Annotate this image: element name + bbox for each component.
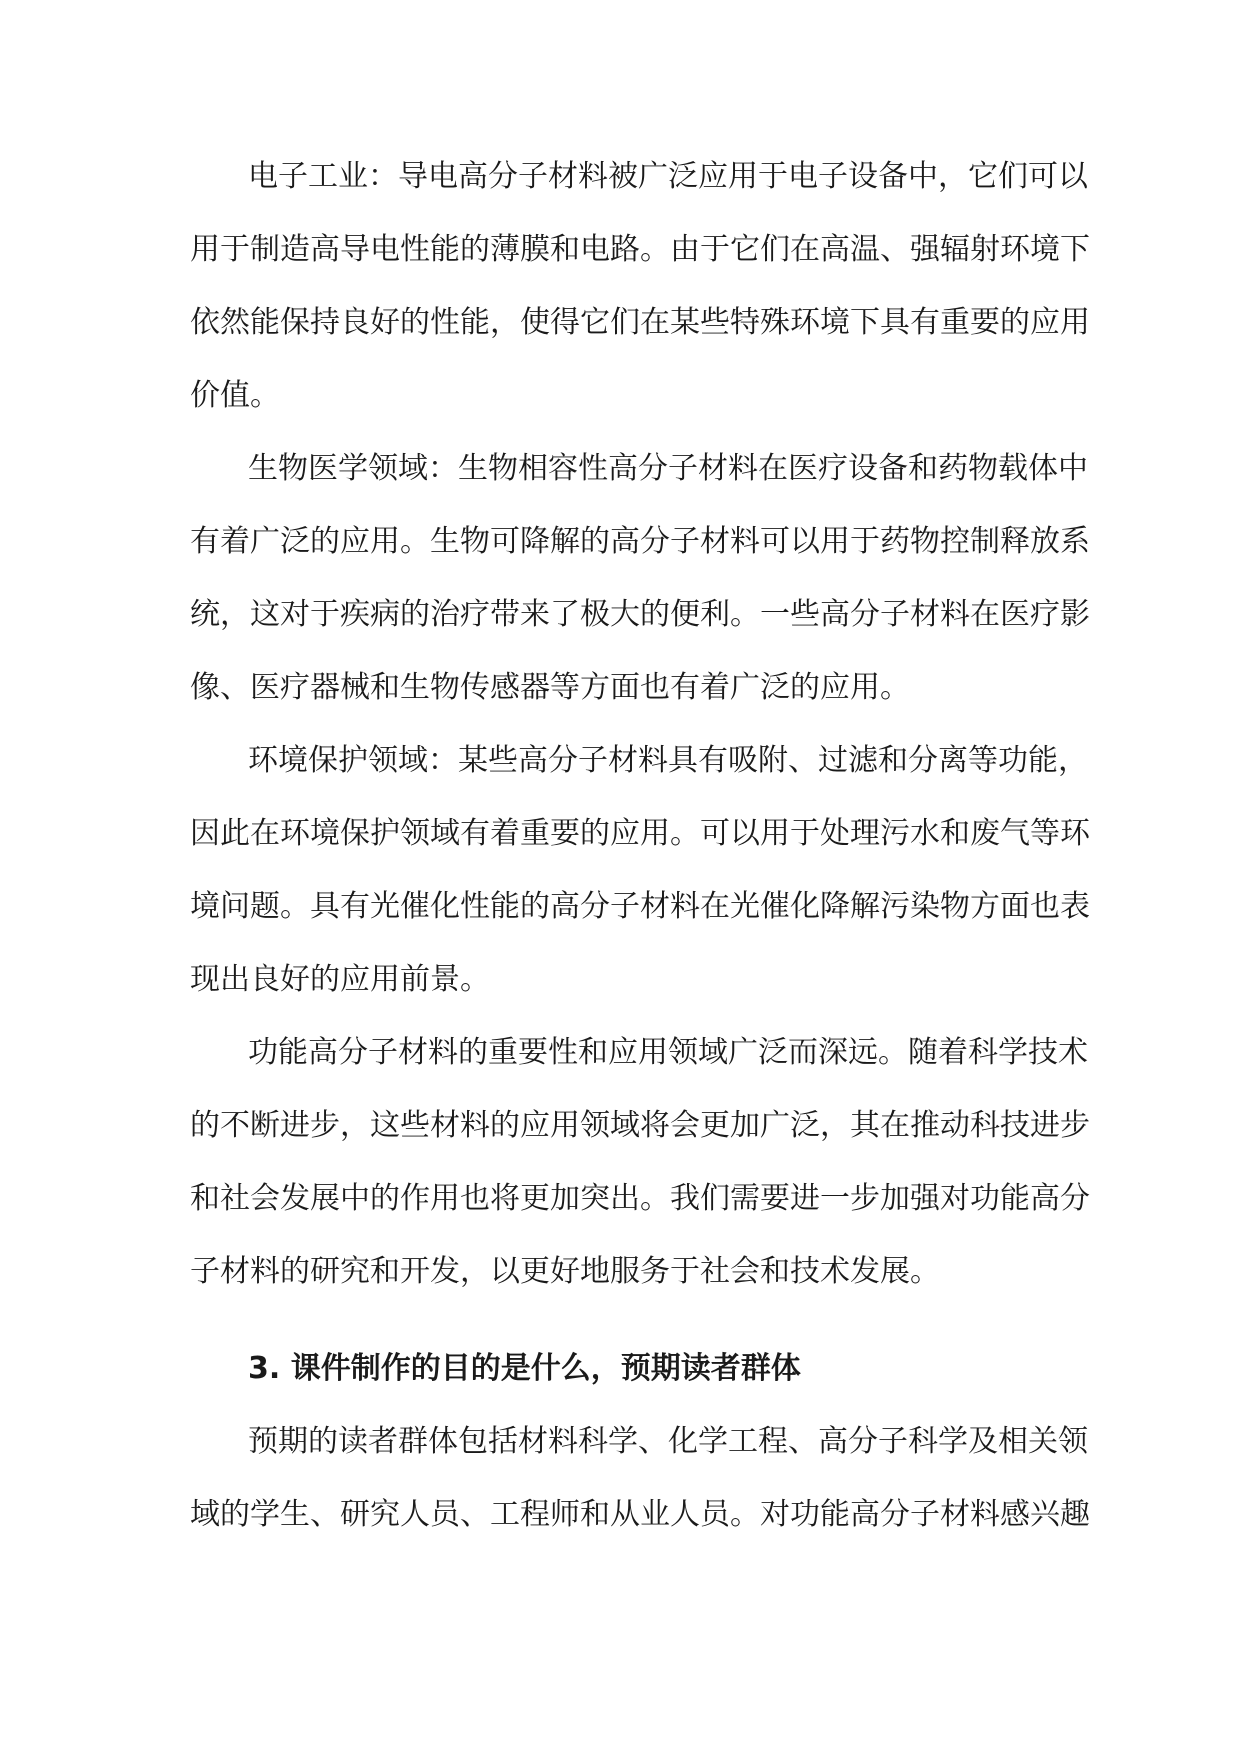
paragraph-audience bbox=[190, 1405, 1090, 1551]
paragraph-line: 和社会发展中的作用也将更加突出。我们需要进一步加强对功能高分 bbox=[190, 1181, 1090, 1216]
paragraph-line: 用于制造高导电性能的薄膜和电路。由于它们在高温、强辐射环境下 bbox=[190, 232, 1090, 267]
paragraph-line: 生物医学领域：生物相容性高分子材料在医疗设备和药物载体中 bbox=[248, 451, 1088, 486]
paragraph-line: 境问题。具有光催化性能的高分子材料在光催化降解污染物方面也表 bbox=[190, 889, 1090, 924]
paragraph-line: 统，这对于疾病的治疗带来了极大的便利。一些高分子材料在医疗影 bbox=[190, 597, 1090, 632]
paragraph-line: 域的学生、研究人员、工程师和从业人员。对功能高分子材料感兴趣 bbox=[190, 1497, 1090, 1532]
section-spacer bbox=[190, 1308, 1050, 1332]
paragraph-line: 有着广泛的应用。生物可降解的高分子材料可以用于药物控制释放系 bbox=[190, 524, 1090, 559]
paragraph-environment bbox=[190, 724, 1090, 1016]
paragraph-line: 功能高分子材料的重要性和应用领域广泛而深远。随着科学技术 bbox=[248, 1035, 1088, 1070]
paragraph-summary bbox=[190, 1016, 1090, 1308]
paragraph-line: 环境保护领域：某些高分子材料具有吸附、过滤和分离等功能， bbox=[248, 743, 1088, 778]
paragraph-line: 像、医疗器械和生物传感器等方面也有着广泛的应用。 bbox=[190, 670, 910, 705]
paragraph-line: 的不断进步，这些材料的应用领域将会更加广泛，其在推动科技进步 bbox=[190, 1108, 1090, 1143]
paragraph-line: 价值。 bbox=[190, 378, 280, 413]
paragraph-line: 现出良好的应用前景。 bbox=[190, 962, 490, 997]
document-page bbox=[190, 140, 1090, 1551]
paragraph-electronics bbox=[190, 140, 1090, 432]
paragraph-line: 电子工业：导电高分子材料被广泛应用于电子设备中，它们可以 bbox=[248, 159, 1088, 194]
paragraph-line: 依然能保持良好的性能，使得它们在某些特殊环境下具有重要的应用 bbox=[190, 305, 1090, 340]
paragraph-line: 子材料的研究和开发，以更好地服务于社会和技术发展。 bbox=[190, 1254, 940, 1289]
paragraph-biomedical bbox=[190, 432, 1090, 724]
section-heading: 3. 课件制作的目的是什么，预期读者群体 bbox=[248, 1351, 801, 1386]
paragraph-line: 因此在环境保护领域有着重要的应用。可以用于处理污水和废气等环 bbox=[190, 816, 1090, 851]
paragraph-line: 预期的读者群体包括材料科学、化学工程、高分子科学及相关领 bbox=[248, 1424, 1088, 1459]
